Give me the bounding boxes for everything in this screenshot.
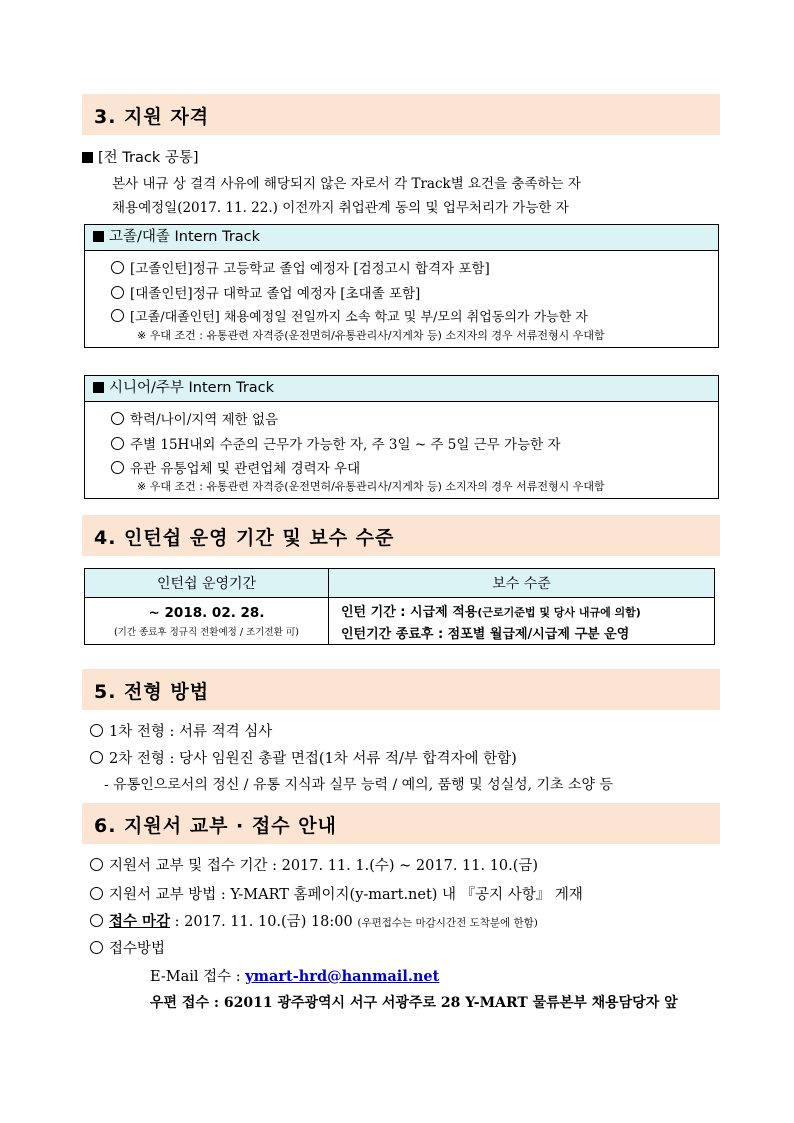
list-item-text: 학력/나이/지역 제한 없음 bbox=[130, 412, 279, 428]
list-item bbox=[111, 457, 360, 477]
period-cell bbox=[85, 598, 329, 645]
email-label: E-Mail 접수 : bbox=[150, 969, 246, 985]
preference-note: ※ 우대 조건 : 유통관련 자격증(운전면허/유통관리사/지게차 등) 소지자의 경우 서류전형시 우대함 bbox=[137, 329, 605, 342]
column-header-period: 인턴쉽 운영기간 bbox=[85, 569, 329, 598]
common-track-label: [전 Track 공통] bbox=[98, 150, 199, 166]
submission-method-label: 접수방법 bbox=[109, 941, 166, 957]
square-bullet-icon bbox=[93, 382, 104, 393]
interview-criteria: - 유통인으로서의 정신 / 유통 지식과 실무 능력 / 예의, 품행 및 성실성, 기초 소양 등 bbox=[104, 777, 614, 793]
track-box-senior-header bbox=[85, 376, 718, 402]
email-submission bbox=[150, 965, 439, 986]
pay-line-1-note: (근로기준법 및 당사 내규에 의함) bbox=[477, 605, 641, 619]
circle-bullet-icon bbox=[90, 887, 103, 900]
section-5-title: 5. 전형 방법 bbox=[94, 681, 210, 703]
section-4-header bbox=[82, 515, 720, 556]
section-3-title: 3. 지원 자격 bbox=[94, 106, 210, 128]
common-line-1: 본사 내규 상 결격 사유에 해당되지 않은 자로서 각 Track별 요건을 충족하는 자 bbox=[112, 176, 581, 192]
list-item bbox=[90, 720, 272, 741]
circle-bullet-icon bbox=[90, 914, 103, 927]
circle-bullet-icon bbox=[111, 437, 124, 450]
column-header-pay: 보수 수준 bbox=[329, 569, 715, 598]
list-item-text: 1차 전형 : 서류 적격 심사 bbox=[109, 724, 273, 740]
section-6-title: 6. 지원서 교부 · 접수 안내 bbox=[94, 815, 337, 837]
period-note: (기간 종료후 정규직 전환예정 / 조기전환 可) bbox=[113, 626, 300, 638]
list-item bbox=[111, 408, 278, 428]
track-box-graduate bbox=[84, 224, 719, 348]
section-3-header bbox=[82, 94, 720, 135]
pay-line-1 bbox=[341, 601, 713, 620]
deadline-label: 접수 마감 bbox=[109, 913, 171, 930]
square-bullet-icon bbox=[82, 152, 93, 163]
circle-bullet-icon bbox=[90, 941, 103, 954]
period-value: ~ 2018. 02. 28. bbox=[148, 604, 265, 621]
list-item bbox=[90, 747, 517, 768]
circle-bullet-icon bbox=[111, 412, 124, 425]
circle-bullet-icon bbox=[90, 724, 103, 737]
section-4-title: 4. 인턴쉽 운영 기간 및 보수 수준 bbox=[94, 527, 395, 549]
list-item bbox=[111, 282, 420, 302]
list-item bbox=[111, 433, 561, 453]
application-method: 지원서 교부 방법 : Y-MART 홈페이지(y-mart.net) 내 『공지 사항』 게재 bbox=[109, 887, 583, 903]
track-box-senior-title: 시니어/주부 Intern Track bbox=[109, 380, 275, 396]
circle-bullet-icon bbox=[111, 461, 124, 474]
preference-note: ※ 우대 조건 : 유통관련 자격증(운전면허/유통관리사/지게차 등) 소지자의 경우 서류전형시 우대함 bbox=[137, 480, 605, 493]
list-item bbox=[111, 306, 588, 325]
list-item-text: 주별 15H내외 수준의 근무가 가능한 자, 주 3일 ~ 주 5일 근무 가능한 자 bbox=[130, 437, 561, 453]
list-item-text: 유관 유통업체 및 관련업체 경력자 우대 bbox=[130, 461, 361, 477]
track-box-graduate-header bbox=[85, 225, 718, 251]
postal-submission: 우편 접수 : 62011 광주광역시 서구 서광주로 28 Y-MART 물류본부 채용담당자 앞 bbox=[150, 995, 678, 1011]
common-line-2: 채용예정일(2017. 11. 22.) 이전까지 취업관계 동의 및 업무처리가 가능한 자 bbox=[112, 200, 569, 216]
section-5-header bbox=[82, 669, 720, 710]
deadline-note: (우편접수는 마감시간전 도착분에 한함) bbox=[357, 917, 538, 929]
circle-bullet-icon bbox=[111, 261, 124, 274]
list-item-text: 2차 전형 : 당사 임원진 총괄 면접(1차 서류 적/부 합격자에 한함) bbox=[109, 751, 517, 767]
section-6-header bbox=[82, 803, 720, 844]
list-item bbox=[111, 257, 490, 277]
circle-bullet-icon bbox=[90, 751, 103, 764]
square-bullet-icon bbox=[93, 231, 104, 242]
table-header-row bbox=[85, 569, 715, 598]
circle-bullet-icon bbox=[90, 858, 103, 871]
application-period: 지원서 교부 및 접수 기간 : 2017. 11. 1.(수) ~ 2017. 11. 10.(금) bbox=[109, 858, 539, 874]
pay-table bbox=[84, 568, 715, 645]
pay-line-2: 인턴기간 종료후 : 점포별 월급제/시급제 구분 운영 bbox=[341, 626, 630, 642]
track-box-senior bbox=[84, 375, 719, 499]
circle-bullet-icon bbox=[111, 286, 124, 299]
list-item bbox=[90, 910, 538, 931]
common-track-heading bbox=[82, 146, 199, 167]
pay-cell bbox=[329, 598, 715, 645]
email-link[interactable]: ymart-hrd@hanmail.net bbox=[245, 968, 440, 985]
pay-line-1-main: 인턴 기간 : 시급제 적용 bbox=[341, 604, 478, 620]
list-item-text: [고졸/대졸인턴] 채용예정일 전일까지 소속 학교 및 부/모의 취업동의가 가능한 자 bbox=[130, 310, 588, 325]
deadline-value: : 2017. 11. 10.(금) 18:00 bbox=[170, 914, 358, 930]
list-item bbox=[90, 937, 165, 958]
list-item-text: [고졸인턴]정규 고등학교 졸업 예정자 [검정고시 합격자 포함] bbox=[130, 261, 490, 277]
list-item bbox=[90, 883, 583, 904]
list-item bbox=[90, 854, 538, 875]
list-item-text: [대졸인턴]정규 대학교 졸업 예정자 [초대졸 포함] bbox=[130, 286, 421, 302]
track-box-graduate-title: 고졸/대졸 Intern Track bbox=[109, 229, 261, 245]
table-row bbox=[85, 598, 715, 645]
circle-bullet-icon bbox=[111, 309, 124, 322]
